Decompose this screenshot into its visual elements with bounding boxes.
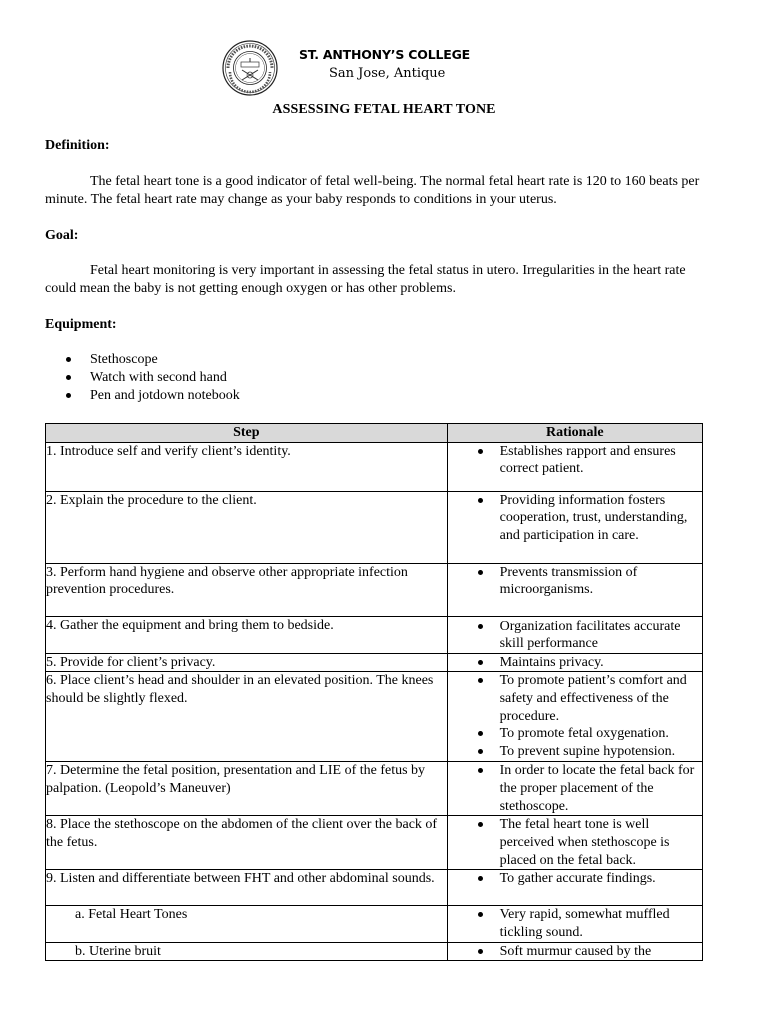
goal-text: Fetal heart monitoring is very important in assessing the fetal status in utero. Irregularities in the heart rate could mean the baby is not getting enough oxygen or has other problems.	[45, 263, 686, 296]
step-cell: 1. Introduce self and verify client’s identity.	[46, 442, 448, 491]
rationale-item: Very rapid, somewhat muffled tickling sound.	[448, 906, 702, 941]
step-cell: b. Uterine bruit	[46, 942, 448, 961]
step-cell: 8. Place the stethoscope on the abdomen of the client over the back of the fetus.	[46, 816, 448, 870]
rationale-cell	[447, 442, 702, 491]
step-cell	[46, 563, 448, 616]
rationale-item: In order to locate the fetal back for the proper placement of the stethoscope.	[448, 762, 702, 815]
table-row	[46, 491, 703, 563]
rationale-item: Prevents transmission of microorganisms.	[448, 564, 702, 599]
rationale-cell	[447, 942, 702, 961]
rationale-item: To gather accurate findings.	[448, 870, 702, 888]
letterhead	[222, 40, 542, 100]
table-row	[46, 563, 703, 616]
table-row	[46, 442, 703, 491]
step-cell: 4. Gather the equipment and bring them to bedside.	[46, 616, 448, 653]
rationale-item: The fetal heart tone is well perceived when stethoscope is placed on the fetal back.	[448, 816, 702, 869]
equipment-item: Pen and jotdown notebook	[45, 387, 240, 405]
step-cell: 7. Determine the fetal position, presentation and LIE of the fetus by palpation. (Leopold’s Maneuver)	[46, 762, 448, 816]
rationale-cell	[447, 906, 702, 942]
header-step: Step	[46, 424, 448, 443]
equipment-item: Stethoscope	[45, 351, 240, 369]
rationale-item: Organization facilitates accurate skill performance	[448, 618, 702, 653]
college-location: San Jose, Antique	[329, 66, 446, 81]
college-seal-icon	[222, 40, 278, 96]
table-row	[46, 942, 703, 961]
table-row	[46, 762, 703, 816]
step-cell: 6. Place client’s head and shoulder in an elevated position. The knees should be slightly flexed.	[46, 672, 448, 762]
step-cell: a. Fetal Heart Tones	[46, 906, 448, 942]
step-cell: 5. Provide for client’s privacy.	[46, 653, 448, 672]
step-cell: 9. Listen and differentiate between FHT and other abdominal sounds.	[46, 870, 448, 906]
equipment-item: Watch with second hand	[45, 369, 240, 387]
definition-heading: Definition:	[45, 138, 110, 153]
procedure-table	[45, 423, 703, 961]
table-row	[46, 653, 703, 672]
step-text-continued: prevention procedures.	[46, 582, 175, 598]
rationale-cell	[447, 870, 702, 906]
rationale-cell	[447, 816, 702, 870]
rationale-item: Establishes rapport and ensures correct patient.	[448, 443, 702, 478]
rationale-item: To promote patient’s comfort and safety and effectiveness of the procedure.	[448, 672, 702, 725]
rationale-cell	[447, 653, 702, 672]
equipment-heading: Equipment:	[45, 317, 117, 332]
college-name: ST. ANTHONY’S COLLEGE	[299, 47, 470, 62]
table-row	[46, 906, 703, 942]
rationale-cell	[447, 762, 702, 816]
table-header-row	[46, 424, 703, 443]
table-row	[46, 870, 703, 906]
rationale-cell	[447, 563, 702, 616]
document-title: ASSESSING FETAL HEART TONE	[272, 102, 496, 117]
equipment-list	[45, 351, 240, 405]
rationale-item: To prevent supine hypotension.	[448, 743, 702, 761]
step-text: 3. Perform hand hygiene and observe other appropriate infection	[46, 564, 408, 580]
header-rationale: Rationale	[447, 424, 702, 443]
rationale-item: Soft murmur caused by the	[448, 943, 702, 961]
rationale-cell	[447, 672, 702, 762]
rationale-cell	[447, 491, 702, 563]
definition-text: The fetal heart tone is a good indicator of fetal well-being. The normal fetal heart rate is 120 to 160 beats per minute. The fetal heart rate may change as your baby responds to conditions in your uterus.	[45, 174, 700, 207]
step-cell: 2. Explain the procedure to the client.	[46, 491, 448, 563]
table-row	[46, 616, 703, 653]
goal-heading: Goal:	[45, 228, 79, 243]
rationale-cell	[447, 616, 702, 653]
rationale-item: Providing information fosters cooperation, trust, understanding, and participation in care.	[448, 492, 702, 545]
rationale-item: Maintains privacy.	[448, 654, 702, 672]
table-row	[46, 816, 703, 870]
table-row	[46, 672, 703, 762]
rationale-item: To promote fetal oxygenation.	[448, 725, 702, 743]
